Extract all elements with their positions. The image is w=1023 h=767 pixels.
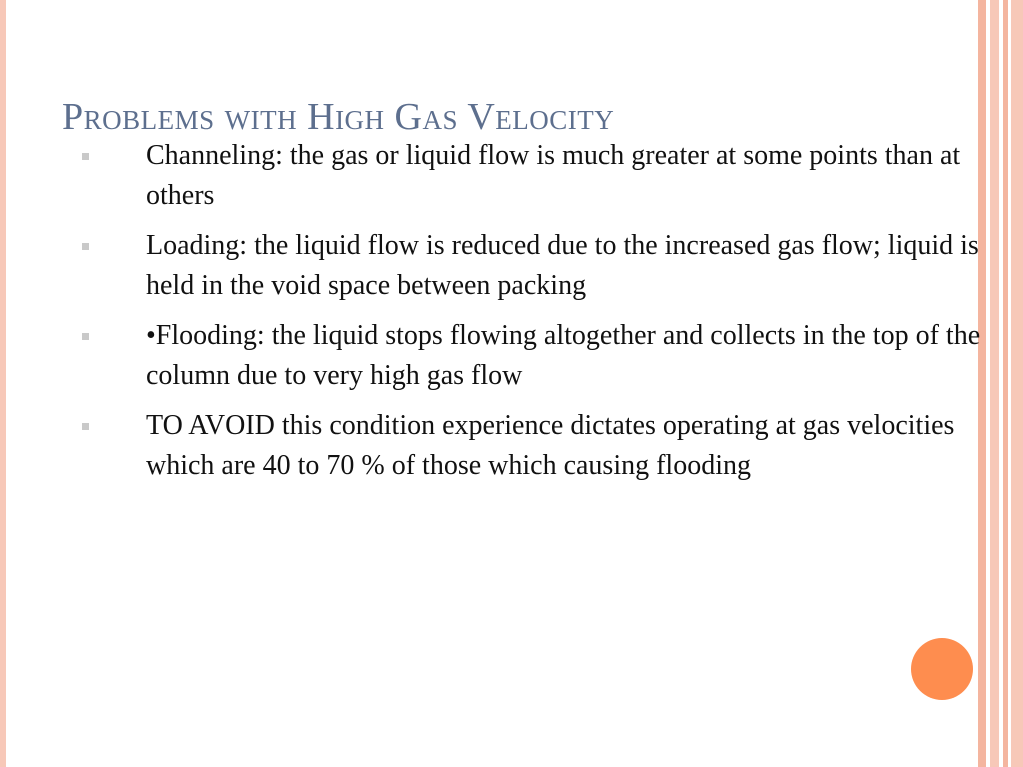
bullet-text: TO AVOID this condition experience dictates operating at gas velocities which are 40 to 70 % of those which causing flooding <box>146 410 955 481</box>
decorative-orange-circle <box>911 638 973 700</box>
slide-title: Problems with High Gas Velocity <box>62 96 615 138</box>
bullet-text: •Flooding: the liquid stops flowing altogether and collects in the top of the column due to very high gas flow <box>146 320 981 391</box>
left-border-stripe <box>0 0 6 767</box>
right-border-stripe <box>1011 0 1023 767</box>
square-bullet-icon <box>82 153 89 160</box>
square-bullet-icon <box>82 333 89 340</box>
bullet-item-channeling <box>62 136 1002 216</box>
square-bullet-icon <box>82 243 89 250</box>
bullet-item-flooding <box>62 316 1002 396</box>
bullet-item-avoid <box>62 406 1002 486</box>
bullet-item-loading <box>62 226 1002 306</box>
square-bullet-icon <box>82 423 89 430</box>
bullet-text: Channeling: the gas or liquid flow is much greater at some points than at others <box>146 140 961 211</box>
bullet-list <box>62 136 1002 496</box>
bullet-text: Loading: the liquid flow is reduced due to the increased gas flow; liquid is held in the void space between packing <box>146 230 979 301</box>
